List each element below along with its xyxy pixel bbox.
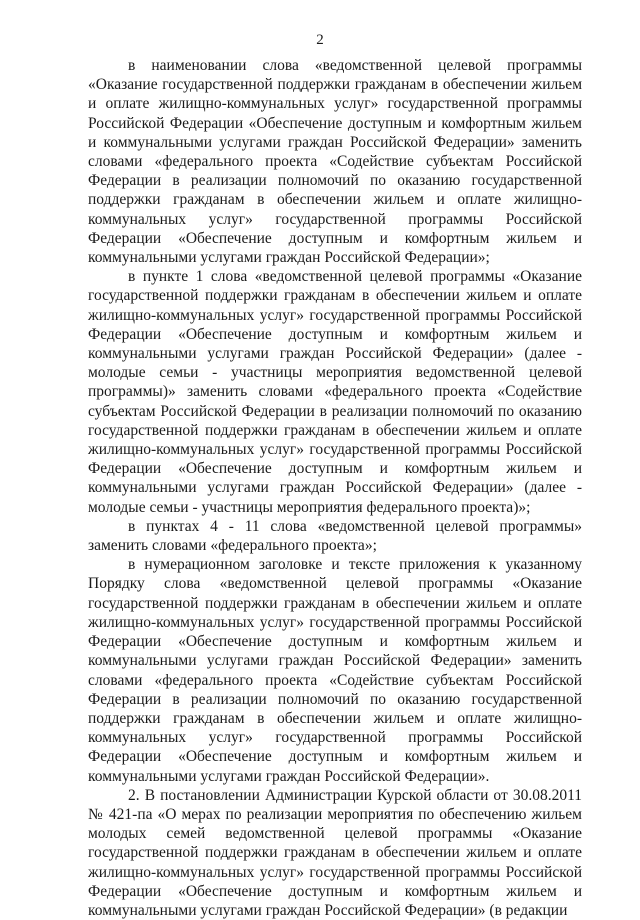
page-number: 2 xyxy=(316,32,324,48)
paragraph-point-1: в пункте 1 слова «ведомственной целевой программы «Оказание государственной поддержки гражданам в обеспечении жильем и оплате жилищно-коммунальных услуг» государственной программы Российской Федерации «Обеспечение доступным и комфортным жильем и коммунальными услугами граждан Российской Федерации» (далее - молодые семьи - участницы мероприятия ведомственной целевой программы)» заменить словами «федерального проекта «Содействие субъектам Российской Федерации в реализации полномочий по оказанию государственной поддержки гражданам в обеспечении жильем и оплате жилищно-коммунальных услуг» государственной программы Российской Федерации «Обеспечение доступным и комфортным жильем и коммунальными услугами граждан Российской Федерации» (далее - молодые семьи - участницы мероприятия федерального проекта)»; xyxy=(88,268,582,516)
document-body xyxy=(88,56,582,920)
paragraph-points-4-11: в пунктах 4 - 11 слова «ведомственной целевой программы» заменить словами «федерального проекта»; xyxy=(88,517,582,555)
paragraph-section-2: 2. В постановлении Администрации Курской области от 30.08.2011 № 421-па «О мерах по реализации мероприятия по обеспечению жильем молодых семей ведомственной целевой программы «Оказание государственной поддержки гражданам в обеспечении жильем и оплате жилищно-коммунальных услуг» государственной программы Российской Федерации «Обеспечение доступным и комфортным жильем и коммунальными услугами граждан Российской Федерации» (в редакции xyxy=(88,786,582,919)
paragraph-appendix: в нумерационном заголовке и тексте приложения к указанному Порядку слова «ведомственной целевой программы «Оказание государственной поддержки гражданам в обеспечении жильем и оплате жилищно-коммунальных услуг» государственной программы Российской Федерации «Обеспечение доступным и комфортным жильем и коммунальными услугами граждан Российской Федерации» заменить словами «федерального проекта «Содействие субъектам Российской Федерации в реализации полномочий по оказанию государственной поддержки гражданам в обеспечении жильем и оплате жилищно-коммунальных услуг» государственной программы Российской Федерации «Обеспечение доступным и комфортным жильем и коммунальными услугами граждан Российской Федерации». xyxy=(88,556,582,785)
paragraph-name-replacement: в наименовании слова «ведомственной целевой программы «Оказание государственной поддержки гражданам в обеспечении жильем и оплате жилищно-коммунальных услуг» государственной программы Российской Федерации «Обеспечение доступным и комфортным жильем и коммунальными услугами граждан Российской Федерации» заменить словами «федерального проекта «Содействие субъектам Российской Федерации в реализации полномочий по оказанию государственной поддержки гражданам в обеспечении жильем и оплате жилищно-коммунальных услуг» государственной программы Российской Федерации «Обеспечение доступным и комфортным жильем и коммунальными услугами граждан Российской Федерации»; xyxy=(88,57,582,267)
